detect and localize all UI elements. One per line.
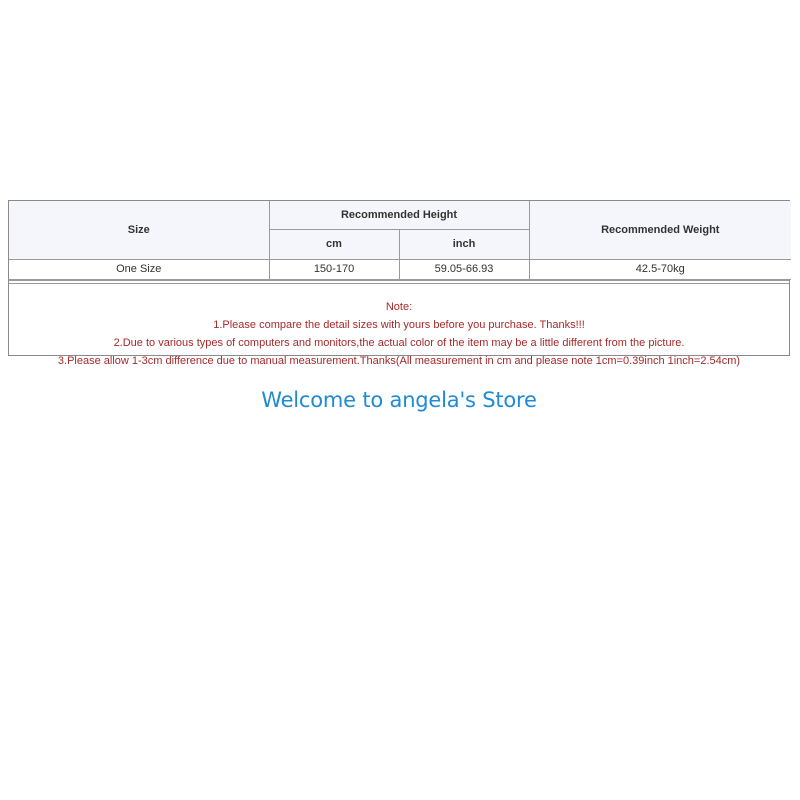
notes-title: Note: bbox=[385, 300, 413, 313]
size-chart bbox=[8, 200, 790, 367]
notes-section bbox=[9, 283, 789, 367]
cell-size: One Size bbox=[9, 259, 269, 279]
subheader-cm: cm bbox=[269, 229, 399, 259]
cell-weight: 42.5-70kg bbox=[529, 259, 791, 279]
cell-inch: 59.05-66.93 bbox=[399, 259, 529, 279]
store-welcome-text: Welcome to angela's Store bbox=[261, 388, 537, 412]
table-row bbox=[9, 259, 791, 279]
subheader-inch: inch bbox=[399, 229, 529, 259]
size-table bbox=[9, 201, 791, 280]
header-recommended-weight: Recommended Weight bbox=[529, 201, 791, 259]
header-size: Size bbox=[9, 201, 269, 259]
header-recommended-height: Recommended Height bbox=[269, 201, 529, 229]
note-line-1: 1.Please compare the detail sizes with yours before you purchase. Thanks!!! bbox=[213, 318, 585, 331]
cell-cm: 150-170 bbox=[269, 259, 399, 279]
note-line-3: 3.Please allow 1-3cm difference due to manual measurement.Thanks(All measurement in cm and please note 1cm=0.39inch 1inch=2.54cm) bbox=[57, 354, 741, 367]
note-line-2: 2.Due to various types of computers and monitors,the actual color of the item may be a little different from the picture. bbox=[113, 336, 685, 349]
